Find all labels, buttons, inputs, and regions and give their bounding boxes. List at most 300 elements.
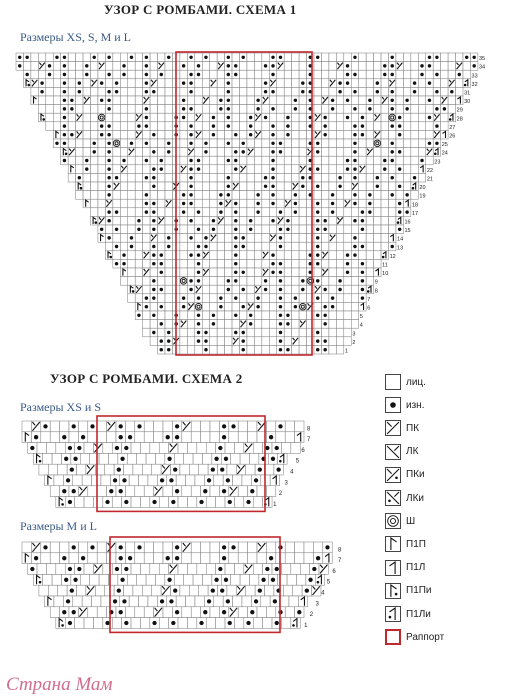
purl-dot: [227, 193, 230, 196]
purl-dot: [305, 588, 309, 592]
chart-cell: [187, 242, 194, 251]
purl-dot: [145, 305, 148, 308]
purl-dot: [219, 296, 222, 299]
chart-cell: [381, 139, 388, 148]
purl-dot: [331, 210, 334, 213]
row-number: 4: [290, 469, 294, 476]
purl-dot: [119, 424, 123, 428]
chart-cell: [284, 294, 291, 303]
purl-dot: [271, 64, 274, 67]
purl-dot: [152, 296, 155, 299]
purl-dot: [256, 210, 259, 213]
chart-cell: [359, 156, 366, 165]
purl-dot: [264, 288, 267, 291]
chart-cell: [68, 113, 75, 122]
chart-cell: [351, 225, 358, 234]
chart-cell: [113, 70, 120, 79]
chart-cell: [191, 542, 200, 553]
chart-cell: [265, 464, 274, 475]
purl-dot: [227, 73, 230, 76]
chart-cell: [336, 130, 343, 139]
chart-cell: [148, 475, 157, 486]
chart-cell: [165, 294, 172, 303]
legend-item-p1p: [385, 536, 426, 552]
purl-dot: [65, 152, 68, 155]
chart-cell: [91, 70, 98, 79]
chart-cell: [292, 130, 299, 139]
chart-cell: [217, 79, 224, 88]
chart-cell: [210, 268, 217, 277]
chart-cell: [240, 294, 247, 303]
chart-cell: [374, 242, 381, 251]
chart-cell: [336, 345, 343, 354]
purl-dot: [353, 159, 356, 162]
purl-dot: [137, 314, 140, 317]
chart-cell: [381, 191, 388, 200]
purl-dot: [331, 107, 334, 110]
purl-dot: [167, 236, 170, 239]
purl-dot: [234, 236, 237, 239]
chart-cell: [225, 251, 232, 260]
chart-cell: [163, 421, 172, 432]
purl-dot: [63, 116, 66, 119]
chart-cell: [225, 345, 232, 354]
chart-cell: [366, 139, 373, 148]
chart-cell: [389, 225, 396, 234]
chart-cell: [91, 113, 98, 122]
chart-cell: [277, 130, 284, 139]
chart-cell: [299, 208, 306, 217]
legend-label: П1Пи: [406, 585, 432, 597]
purl-dot: [218, 446, 222, 450]
chart-cell: [292, 173, 299, 182]
chart-cell: [128, 277, 135, 286]
chart-cell: [411, 130, 418, 139]
chart-cell: [91, 105, 98, 114]
purl-dot: [391, 90, 394, 93]
chart-cell: [113, 53, 120, 62]
chart-cell: [53, 105, 60, 114]
purl-dot: [160, 599, 164, 603]
chart-cell: [76, 105, 83, 114]
purl-dot: [286, 322, 289, 325]
purl-dot: [279, 296, 282, 299]
chart-cell: [202, 302, 209, 311]
chart-cell: [277, 113, 284, 122]
chart-cell: [76, 96, 83, 105]
chart-cell: [321, 259, 328, 268]
chart-cell: [195, 216, 202, 225]
purl-dot: [145, 296, 148, 299]
chart-cell: [307, 216, 314, 225]
purl-dot: [269, 556, 273, 560]
chart-cell: [292, 53, 299, 62]
purl-dot: [90, 545, 94, 549]
purl-dot: [368, 193, 371, 196]
legend-item-empty: [385, 374, 426, 390]
chart-cell: [68, 53, 75, 62]
purl-dot: [353, 90, 356, 93]
purl-dot: [115, 210, 118, 213]
chart-cell: [216, 618, 225, 629]
chart-cell: [91, 208, 98, 217]
chart-cell: [248, 542, 257, 553]
purl-dot: [391, 142, 394, 145]
chart-cell: [152, 464, 161, 475]
purl-dot: [301, 176, 304, 179]
purl-dot: [62, 489, 66, 493]
chart-cell: [113, 234, 120, 243]
chart-cell: [411, 191, 418, 200]
purl-dot: [124, 621, 128, 625]
purl-dot: [207, 599, 211, 603]
chart-cell: [403, 70, 410, 79]
chart-cell: [336, 105, 343, 114]
chart-cell: [128, 113, 135, 122]
purl-dot: [294, 296, 297, 299]
chart-cell: [56, 443, 65, 454]
chart-cell: [266, 607, 275, 618]
chart-cell: [403, 156, 410, 165]
chart-cell: [53, 96, 60, 105]
chart-cell: [299, 156, 306, 165]
purl-dot: [189, 56, 192, 59]
purl-dot: [428, 116, 431, 119]
chart-cell: [240, 87, 247, 96]
chart-cell: [210, 182, 217, 191]
chart-cell: [91, 87, 98, 96]
chart-cell: [299, 251, 306, 260]
chart-cell: [69, 432, 78, 443]
row-number: 6: [367, 305, 371, 312]
chart-cell: [158, 148, 165, 157]
chart-cell: [321, 242, 328, 251]
chart-cell: [374, 105, 381, 114]
purl-dot: [316, 253, 319, 256]
chart-cell: [344, 320, 351, 329]
purl-dot: [109, 489, 113, 493]
chart-cell: [68, 173, 75, 182]
chart-cell: [217, 268, 224, 277]
purl-dot: [346, 99, 349, 102]
chart-cell: [381, 234, 388, 243]
chart-cell: [46, 113, 53, 122]
legend-item-p1l: [385, 560, 425, 576]
chart-cell: [91, 130, 98, 139]
purl-dot: [167, 56, 170, 59]
chart-cell: [418, 96, 425, 105]
purl-dot: [361, 210, 364, 213]
chart-cell: [135, 553, 144, 564]
chart-cell: [336, 113, 343, 122]
chart-cell: [128, 251, 135, 260]
chart-cell: [158, 234, 165, 243]
purl-dot: [167, 339, 170, 342]
chart-cell: [321, 148, 328, 157]
purl-dot: [175, 556, 179, 560]
chart-cell: [135, 165, 142, 174]
purl-dot: [204, 339, 207, 342]
row-number: 1: [304, 622, 308, 629]
purl-dot: [450, 90, 453, 93]
chart-cell: [292, 234, 299, 243]
purl-dot: [124, 567, 128, 571]
chart-cell: [180, 251, 187, 260]
chart-cell: [314, 268, 321, 277]
chart-cell: [46, 564, 55, 575]
chart-cell: [381, 130, 388, 139]
purl-dot: [130, 236, 133, 239]
purl-dot: [119, 556, 123, 560]
chart-cell: [187, 328, 194, 337]
chart-cell: [240, 96, 247, 105]
purl-dot: [331, 202, 334, 205]
chart-cell: [366, 156, 373, 165]
purl-dot: [214, 578, 218, 582]
purl-dot: [338, 176, 341, 179]
chart-cell: [98, 70, 105, 79]
purl-dot: [81, 435, 85, 439]
chart-cell: [321, 105, 328, 114]
chart-cell: [295, 553, 304, 564]
purl-dot: [115, 228, 118, 231]
purl-dot: [219, 210, 222, 213]
chart-cell: [120, 105, 127, 114]
purl-dot: [353, 124, 356, 127]
cross-left-purl-icon: [385, 490, 401, 506]
purl-dot: [115, 567, 119, 571]
row-number: 20: [419, 185, 426, 192]
chart-cell: [336, 302, 343, 311]
chart-cell: [381, 173, 388, 182]
legend-item-cross-left-purl: [385, 490, 424, 506]
chart-cell: [374, 122, 381, 131]
chart-cell: [39, 585, 48, 596]
chart-cell: [53, 122, 60, 131]
scheme1-chart: [16, 52, 485, 355]
chart-cell: [321, 156, 328, 165]
chart-cell: [336, 225, 343, 234]
chart-cell: [448, 96, 455, 105]
chart-cell: [396, 87, 403, 96]
purl-dot: [107, 99, 110, 102]
chart-cell: [195, 148, 202, 157]
chart-cell: [217, 53, 224, 62]
purl-dot: [105, 500, 109, 504]
purl-dot: [197, 245, 200, 248]
purl-dot: [63, 81, 66, 84]
row-number: 8: [374, 288, 378, 295]
chart-cell: [277, 165, 284, 174]
legend-item-cross-left: [385, 444, 418, 460]
purl-dot: [85, 159, 88, 162]
purl-dot: [346, 159, 349, 162]
chart-cell: [411, 148, 418, 157]
purl-dot: [405, 193, 408, 196]
purl-dot: [63, 159, 66, 162]
chart-cell: [214, 475, 223, 486]
empty-icon: [385, 374, 401, 390]
purl-dot: [122, 159, 125, 162]
purl-dot: [152, 279, 155, 282]
row-number: 27: [449, 124, 456, 131]
purl-dot: [152, 245, 155, 248]
chart-cell: [426, 156, 433, 165]
chart-cell: [329, 259, 336, 268]
chart-cell: [131, 564, 140, 575]
chart-cell: [176, 596, 185, 607]
chart-cell: [418, 122, 425, 131]
watermark: Страна Мам: [6, 674, 113, 695]
chart-cell: [240, 251, 247, 260]
purl-dot: [167, 331, 170, 334]
chart-cell: [93, 618, 102, 629]
purl-dot: [167, 578, 171, 582]
chart-cell: [403, 165, 410, 174]
chart-cell: [202, 294, 209, 303]
purl-dot: [72, 610, 76, 614]
chart-cell: [52, 453, 61, 464]
chart-cell: [225, 302, 232, 311]
chart-cell: [359, 87, 366, 96]
row-number: 23: [434, 159, 441, 166]
purl-dot: [294, 305, 297, 308]
purl-dot: [212, 314, 215, 317]
purl-dot: [78, 81, 81, 84]
chart-cell: [403, 62, 410, 71]
chart-cell: [321, 208, 328, 217]
purl-dot: [85, 73, 88, 76]
purl-dot: [182, 202, 185, 205]
chart-cell: [120, 199, 127, 208]
chart-cell: [336, 191, 343, 200]
chart-cell: [120, 182, 127, 191]
chart-cell: [254, 242, 261, 251]
chart-cell: [97, 553, 106, 564]
purl-dot: [346, 262, 349, 265]
purl-dot: [242, 288, 245, 291]
chart-cell: [135, 242, 142, 251]
chart-cell: [143, 320, 150, 329]
row-number: 22: [426, 167, 433, 174]
purl-dot: [30, 446, 34, 450]
chart-cell: [113, 191, 120, 200]
row-number: 5: [359, 314, 363, 321]
row-number: 14: [397, 236, 404, 243]
purl-dot: [124, 500, 128, 504]
row-number: 6: [332, 568, 336, 575]
row-number: 21: [426, 176, 433, 183]
purl-dot: [197, 322, 200, 325]
purl-dot: [222, 424, 226, 428]
chart-cell: [158, 242, 165, 251]
purl-dot: [39, 581, 42, 584]
chart-cell: [329, 216, 336, 225]
chart-cell: [285, 432, 294, 443]
purl-dot: [145, 64, 148, 67]
chart-cell: [344, 285, 351, 294]
purl-dot: [391, 107, 394, 110]
chart-cell: [229, 553, 238, 564]
chart-cell: [336, 165, 343, 174]
chart-cell: [284, 62, 291, 71]
chart-cell: [68, 139, 75, 148]
purl-dot: [271, 124, 274, 127]
chart-cell: [210, 62, 217, 71]
chart-cell: [158, 113, 165, 122]
row-number: 16: [404, 219, 411, 226]
chart-cell: [240, 453, 249, 464]
chart-cell: [165, 225, 172, 234]
chart-cell: [248, 553, 257, 564]
chart-cell: [199, 585, 208, 596]
chart-cell: [189, 585, 198, 596]
purl-dot: [95, 221, 98, 224]
chart-cell: [329, 225, 336, 234]
chart-cell: [202, 122, 209, 131]
purl-dot: [383, 167, 386, 170]
chart-cell: [262, 345, 269, 354]
purl-dot: [212, 219, 215, 222]
purl-dot: [312, 567, 316, 571]
purl-dot: [376, 81, 379, 84]
chart-cell: [120, 79, 127, 88]
purl-dot: [249, 116, 252, 119]
chart-cell: [247, 277, 254, 286]
chart-cell: [180, 70, 187, 79]
chart-cell: [135, 191, 142, 200]
purl-dot: [227, 90, 230, 93]
purl-dot: [39, 460, 42, 463]
row-number: 2: [352, 339, 356, 346]
chart-cell: [187, 337, 194, 346]
purl-dot: [63, 142, 66, 145]
purl-dot: [40, 90, 43, 93]
chart-cell: [38, 105, 45, 114]
row-number: 29: [456, 107, 463, 114]
chart-cell: [403, 182, 410, 191]
purl-dot: [189, 219, 192, 222]
chart-cell: [217, 173, 224, 182]
purl-dot: [137, 228, 140, 231]
chart-cell: [336, 251, 343, 260]
chart-cell: [381, 122, 388, 131]
chart-cell: [180, 173, 187, 182]
purl-dot: [234, 271, 237, 274]
purl-dot: [264, 279, 267, 282]
purl-dot: [182, 64, 185, 67]
chart-cell: [98, 199, 105, 208]
purl-dot: [368, 99, 371, 102]
chart-cell: [366, 70, 373, 79]
chart-cell: [411, 96, 418, 105]
purl-dot: [109, 256, 112, 259]
purl-dot: [271, 253, 274, 256]
purl-dot: [107, 210, 110, 213]
chart-cell: [321, 234, 328, 243]
purl-dot: [361, 133, 364, 136]
purl-dot: [346, 271, 349, 274]
chart-cell: [254, 148, 261, 157]
purl-dot: [271, 202, 274, 205]
row-number: 17: [411, 210, 419, 217]
purl-dot: [107, 73, 110, 76]
chart-cell: [191, 432, 200, 443]
chart-cell: [351, 113, 358, 122]
purl-dot: [353, 176, 356, 179]
chart-cell: [240, 311, 247, 320]
purl-dot: [30, 567, 34, 571]
